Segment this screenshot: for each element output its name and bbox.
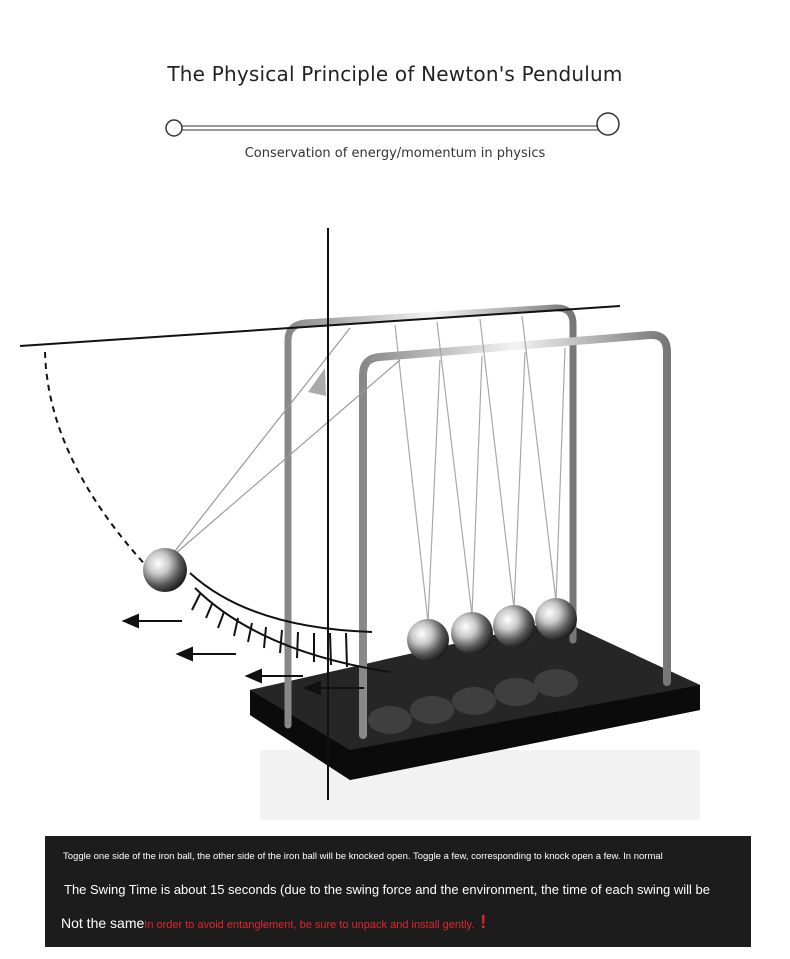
- resting-ball: [493, 605, 535, 647]
- caption-line-1: Toggle one side of the iron ball, the other side of the iron ball will be knocked open. Toggle a few, corresponding to knock open a few. In normal: [63, 851, 663, 862]
- caption-line-2: The Swing Time is about 15 seconds (due to the swing force and the environment, the time of each swing will be: [64, 882, 711, 897]
- newtons-cradle-illustration: [0, 220, 790, 820]
- warning-icon: !: [480, 912, 487, 932]
- caption-line-3: [61, 912, 486, 933]
- warning-text: In order to avoid entanglement, be sure to unpack and install gently.: [144, 919, 475, 931]
- title-divider: [160, 110, 630, 140]
- resting-ball: [535, 598, 577, 640]
- swing-arc-dashed: [45, 352, 150, 570]
- page-subtitle: Conservation of energy/momentum in physics: [244, 146, 546, 161]
- caption-line-3-text: Not the same: [61, 915, 145, 931]
- resting-ball: [407, 619, 449, 661]
- angle-marker: [308, 368, 326, 396]
- swinging-ball: [143, 548, 187, 592]
- pendulum-strings: [395, 316, 565, 622]
- page-title: The Physical Principle of Newton's Pendulum: [167, 62, 623, 86]
- info-caption: [45, 836, 751, 947]
- resting-ball: [451, 612, 493, 654]
